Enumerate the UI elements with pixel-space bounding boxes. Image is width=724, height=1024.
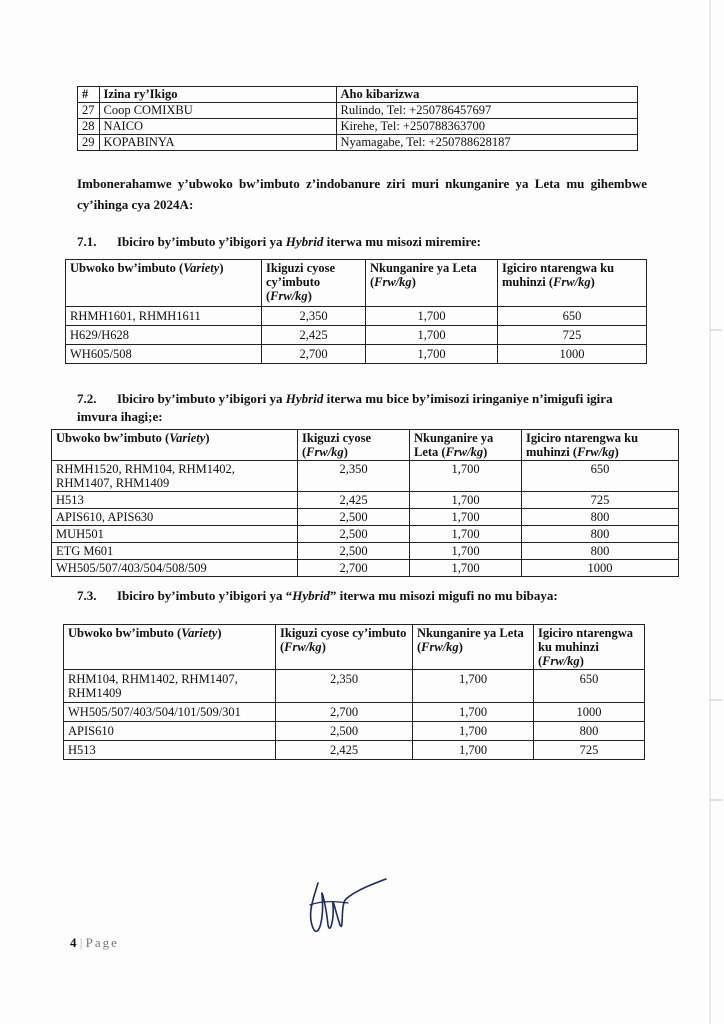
- heading-text: iterwa mu misozi miremire:: [323, 234, 481, 249]
- table-cell: Coop COMIXBU: [99, 103, 336, 119]
- table-cell: Kirehe, Tel: +250788363700: [336, 119, 638, 135]
- farmer-price-cell: 725: [522, 492, 679, 509]
- variety-cell: H513: [52, 492, 298, 509]
- heading-italic: Hybrid: [285, 391, 324, 406]
- table-cell: 28: [78, 119, 100, 135]
- total-cost-cell: 2,500: [276, 722, 413, 741]
- subsidy-cell: 1,700: [410, 509, 522, 526]
- total-cost-cell: 2,700: [276, 703, 413, 722]
- table-row: [52, 526, 679, 543]
- table-header-row: [52, 430, 679, 461]
- footer-separator: |: [79, 935, 83, 950]
- table-row: [78, 119, 638, 135]
- heading-text: Ibiciro by’imbuto y’ibigori ya “: [117, 588, 293, 603]
- subsidy-cell: 1,700: [413, 741, 534, 760]
- total-cost-cell: 2,425: [262, 326, 366, 345]
- farmer-price-cell: 1000: [498, 345, 647, 364]
- column-header: #: [78, 87, 100, 103]
- subsidy-cell: 1,700: [366, 345, 498, 364]
- column-header: Igiciro ntarengwa ku muhinzi (Frw/kg): [498, 260, 647, 307]
- price-table-midlands: [51, 429, 679, 577]
- column-header: Igiciro ntarengwa ku muhinzi (Frw/kg): [534, 625, 645, 670]
- farmer-price-cell: 800: [522, 543, 679, 560]
- table-header-row: [66, 260, 647, 307]
- farmer-price-cell: 725: [534, 741, 645, 760]
- table-row: [52, 509, 679, 526]
- subsidy-cell: 1,700: [413, 722, 534, 741]
- subsidy-cell: 1,700: [410, 526, 522, 543]
- representatives-table: [77, 86, 638, 151]
- table-row: [64, 741, 645, 760]
- variety-cell: RHMH1520, RHM104, RHM1402, RHM1407, RHM1409: [52, 461, 298, 492]
- total-cost-cell: 2,425: [298, 492, 410, 509]
- section-heading-7-3: [77, 588, 558, 604]
- table-header-row: [78, 87, 638, 103]
- total-cost-cell: 2,350: [298, 461, 410, 492]
- total-cost-cell: 2,700: [298, 560, 410, 577]
- table-cell: 27: [78, 103, 100, 119]
- section-number: 7.2.: [77, 391, 97, 406]
- farmer-price-cell: 800: [522, 526, 679, 543]
- price-table-lowlands: [63, 624, 645, 760]
- variety-cell: ETG M601: [52, 543, 298, 560]
- table-header-row: [64, 625, 645, 670]
- column-header: Ikiguzi cyose (Frw/kg): [298, 430, 410, 461]
- total-cost-cell: 2,500: [298, 543, 410, 560]
- table-row: [52, 461, 679, 492]
- table-row: [52, 492, 679, 509]
- column-header: Nkunganire ya Leta (Frw/kg): [410, 430, 522, 461]
- farmer-price-cell: 725: [498, 326, 647, 345]
- column-header: Izina ry’Ikigo: [99, 87, 336, 103]
- intro-paragraph: Imbonerahamwe y’ubwoko bw’imbuto z’indobanure ziri muri nkunganire ya Leta mu gihembwe cy’ihinga cya 2024A:: [77, 176, 647, 212]
- total-cost-cell: 2,500: [298, 526, 410, 543]
- subsidy-cell: 1,700: [413, 670, 534, 703]
- section-number: 7.1.: [77, 234, 97, 249]
- variety-cell: RHMH1601, RHMH1611: [66, 307, 262, 326]
- subsidy-cell: 1,700: [410, 560, 522, 577]
- table-row: [66, 345, 647, 364]
- scan-edge-marks: [704, 0, 724, 1024]
- section-heading-7-2: [77, 390, 637, 426]
- table-row: [66, 326, 647, 345]
- variety-cell: WH505/507/403/504/508/509: [52, 560, 298, 577]
- table-row: [52, 560, 679, 577]
- table-row: [64, 703, 645, 722]
- heading-italic: Hybrid: [285, 234, 324, 249]
- table-row: [78, 103, 638, 119]
- table-cell: 29: [78, 135, 100, 151]
- variety-cell: H629/H628: [66, 326, 262, 345]
- table-cell: NAICO: [99, 119, 336, 135]
- variety-cell: WH505/507/403/504/101/509/301: [64, 703, 276, 722]
- total-cost-cell: 2,700: [262, 345, 366, 364]
- farmer-price-cell: 650: [522, 461, 679, 492]
- farmer-price-cell: 650: [534, 670, 645, 703]
- heading-text: ” iterwa mu misozi migufi no mu bibaya:: [329, 588, 558, 603]
- column-header: Nkunganire ya Leta (Frw/kg): [366, 260, 498, 307]
- variety-cell: H513: [64, 741, 276, 760]
- column-header: Aho kibarizwa: [336, 87, 638, 103]
- handwritten-signature-icon: [300, 875, 390, 940]
- column-header: Ikiguzi cyose cy’imbuto (Frw/kg): [276, 625, 413, 670]
- variety-cell: MUH501: [52, 526, 298, 543]
- variety-cell: WH605/508: [66, 345, 262, 364]
- table-row: [78, 135, 638, 151]
- table-row: [66, 307, 647, 326]
- heading-text: iterwa mu bice by’imisozi iringaniye n’imigufi igira imvura ihagi;e:: [77, 391, 613, 424]
- variety-cell: RHM104, RHM1402, RHM1407, RHM1409: [64, 670, 276, 703]
- farmer-price-cell: 800: [522, 509, 679, 526]
- table-row: [52, 543, 679, 560]
- subsidy-cell: 1,700: [366, 307, 498, 326]
- table-cell: KOPABINYA: [99, 135, 336, 151]
- heading-text: Ibiciro by’imbuto y’ibigori ya: [117, 234, 286, 249]
- page-label: Page: [85, 935, 119, 950]
- table-cell: Rulindo, Tel: +250786457697: [336, 103, 638, 119]
- subsidy-cell: 1,700: [410, 492, 522, 509]
- heading-text: Ibiciro by’imbuto y’ibigori ya: [117, 391, 286, 406]
- column-header: Ubwoko bw’imbuto (Variety): [64, 625, 276, 670]
- subsidy-cell: 1,700: [413, 703, 534, 722]
- page-footer: [70, 935, 119, 951]
- total-cost-cell: 2,350: [276, 670, 413, 703]
- page-number: 4: [70, 935, 77, 950]
- farmer-price-cell: 650: [498, 307, 647, 326]
- column-header: Ubwoko bw’imbuto (Variety): [52, 430, 298, 461]
- column-header: Ikiguzi cyose cy’imbuto (Frw/kg): [262, 260, 366, 307]
- farmer-price-cell: 1000: [534, 703, 645, 722]
- price-table-highlands: [65, 259, 647, 364]
- section-heading-7-1: [77, 234, 481, 250]
- farmer-price-cell: 1000: [522, 560, 679, 577]
- table-cell: Nyamagabe, Tel: +250788628187: [336, 135, 638, 151]
- table-row: [64, 670, 645, 703]
- column-header: Ubwoko bw’imbuto (Variety): [66, 260, 262, 307]
- heading-italic: Hybrid: [292, 588, 330, 603]
- subsidy-cell: 1,700: [410, 543, 522, 560]
- column-header: Nkunganire ya Leta (Frw/kg): [413, 625, 534, 670]
- total-cost-cell: 2,425: [276, 741, 413, 760]
- total-cost-cell: 2,350: [262, 307, 366, 326]
- farmer-price-cell: 800: [534, 722, 645, 741]
- subsidy-cell: 1,700: [410, 461, 522, 492]
- section-number: 7.3.: [77, 588, 97, 603]
- column-header: Igiciro ntarengwa ku muhinzi (Frw/kg): [522, 430, 679, 461]
- subsidy-cell: 1,700: [366, 326, 498, 345]
- table-row: [64, 722, 645, 741]
- variety-cell: APIS610: [64, 722, 276, 741]
- total-cost-cell: 2,500: [298, 509, 410, 526]
- variety-cell: APIS610, APIS630: [52, 509, 298, 526]
